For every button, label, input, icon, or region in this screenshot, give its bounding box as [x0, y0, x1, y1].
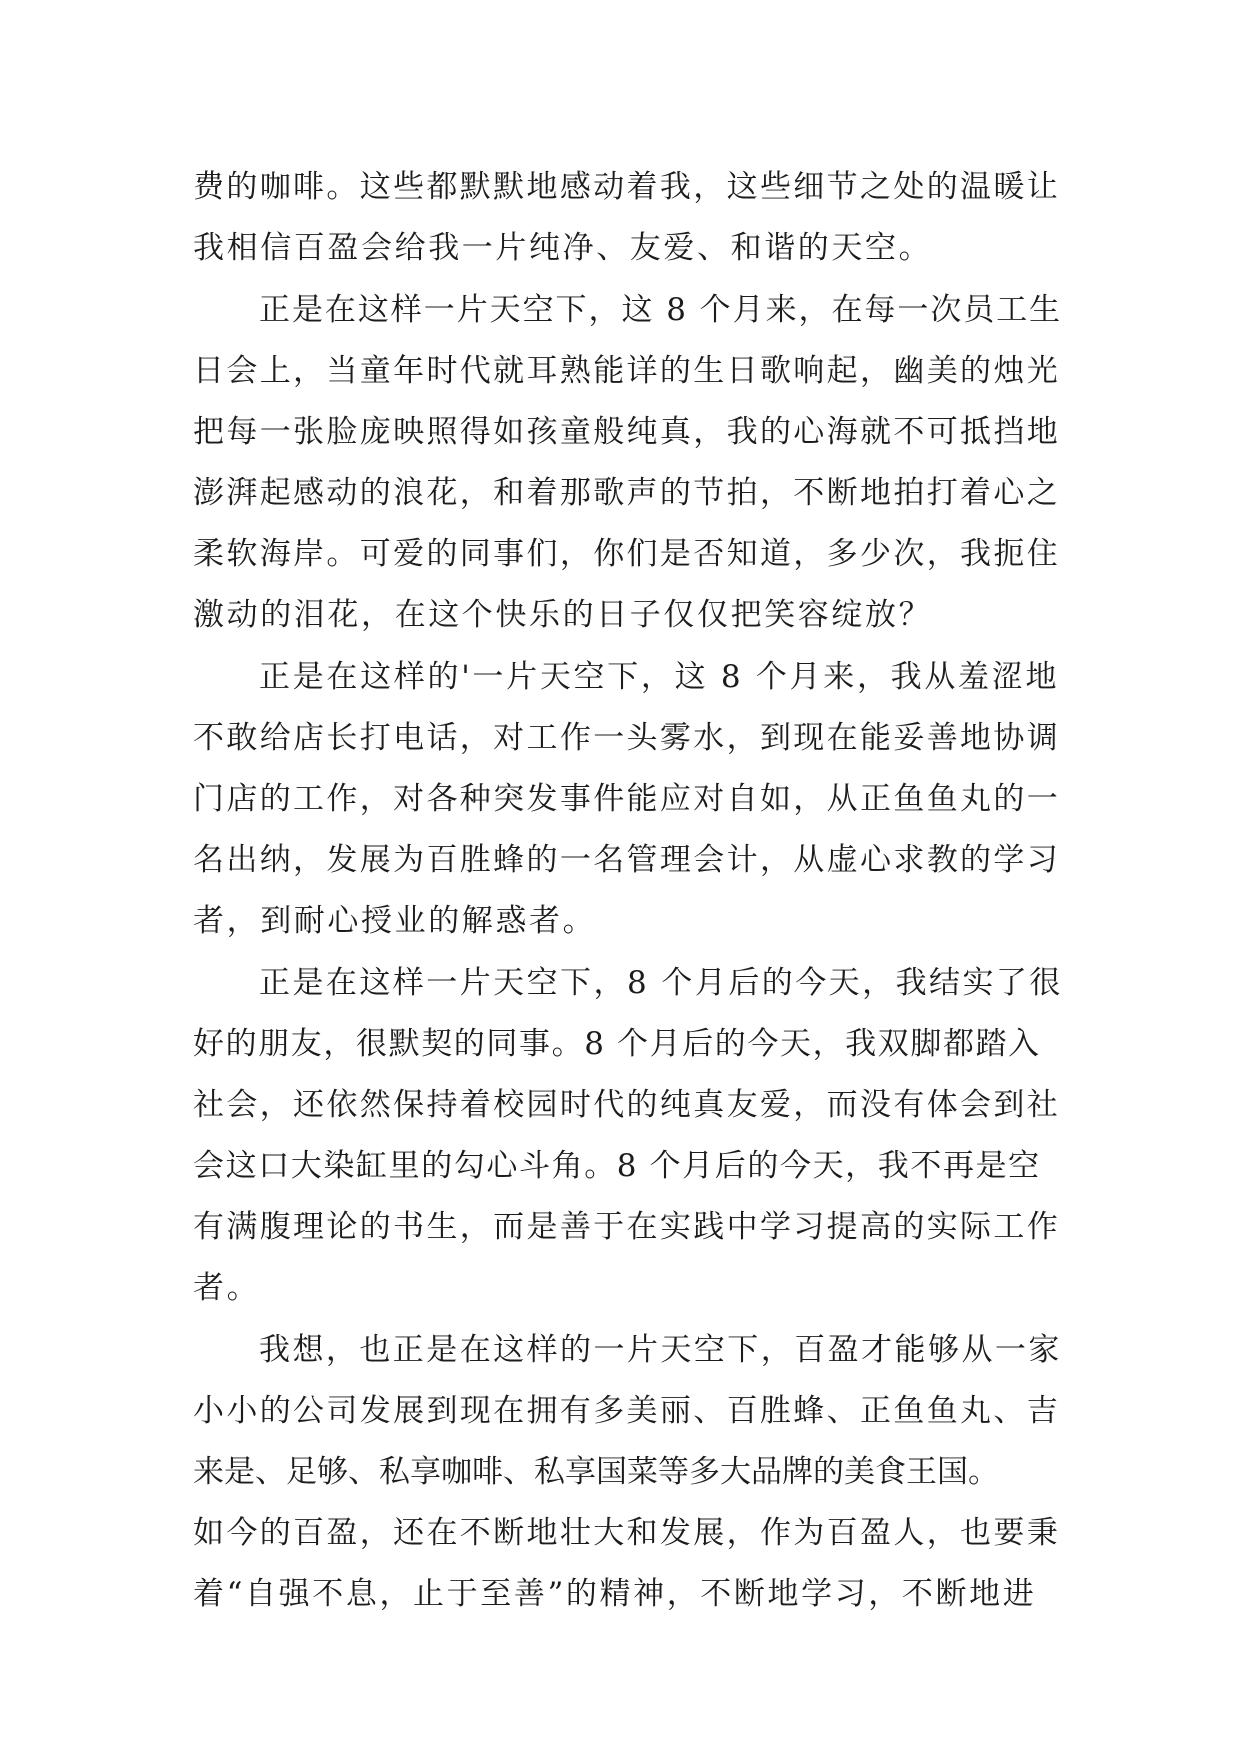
- text-line: 把每一张脸庞映照得如孩童般纯真，我的心海就不可抵挡地: [193, 414, 1061, 450]
- text-line: 会这口大染缸里的勾心斗角。8 个月后的今天，我不再是空: [193, 1148, 1041, 1184]
- paragraph-1: [193, 157, 1063, 279]
- paragraph-5: [193, 1320, 1063, 1625]
- text-line: 小小的公司发展到现在拥有多美丽、百胜蜂、正鱼鱼丸、吉: [193, 1393, 1061, 1429]
- text-line: 好的朋友，很默契的同事。8 个月后的今天，我双脚都踏入: [193, 1026, 1041, 1062]
- text-line: 正是在这样的'一片天空下，这 8 个月来，我从羞涩地: [259, 659, 1060, 695]
- paragraph-2: [193, 280, 1063, 646]
- paragraph-4: [193, 953, 1063, 1319]
- document-body: [193, 157, 1063, 1625]
- text-line: 有满腹理论的书生，而是善于在实践中学习提高的实际工作: [193, 1209, 1061, 1245]
- text-line: 不敢给店长打电话，对工作一头雾水，到现在能妥善地协调: [193, 720, 1061, 756]
- text-line: 来是、足够、私享咖啡、私享国菜等多大品牌的美食王国。: [193, 1454, 999, 1490]
- text-line: 正是在这样一片天空下，这 8 个月来，在每一次员工生: [259, 292, 1063, 328]
- text-line: 我相信百盈会给我一片纯净、友爱、和谐的天空。: [193, 230, 933, 266]
- text-line: 社会，还依然保持着校园时代的纯真友爱，而没有体会到社: [193, 1087, 1061, 1123]
- text-line: 如今的百盈，还在不断地壮大和发展，作为百盈人，也要秉: [193, 1515, 1061, 1551]
- text-line: 费的咖啡。这些都默默地感动着我，这些细节之处的温暖让: [193, 169, 1061, 205]
- text-line: 正是在这样一片天空下，8 个月后的今天，我结实了很: [259, 965, 1063, 1001]
- text-line: 激动的泪花，在这个快乐的日子仅仅把笑容绽放？: [193, 597, 933, 633]
- text-line: 者。: [193, 1270, 261, 1306]
- text-line: 我想，也正是在这样的一片天空下，百盈才能够从一家: [259, 1332, 1062, 1368]
- text-line: 日会上，当童年时代就耳熟能详的生日歌响起，幽美的烛光: [193, 353, 1061, 389]
- text-line: 着“自强不息，止于至善”的精神，不断地学习，不断地进: [193, 1576, 1037, 1612]
- text-line: 者，到耐心授业的解惑者。: [193, 903, 597, 939]
- paragraph-3: [193, 647, 1063, 952]
- text-line: 门店的工作，对各种突发事件能应对自如，从正鱼鱼丸的一: [193, 781, 1061, 817]
- text-line: 柔软海岸。可爱的同事们，你们是否知道，多少次，我扼住: [193, 536, 1061, 572]
- text-line: 名出纳，发展为百胜蜂的一名管理会计，从虚心求教的学习: [193, 842, 1061, 878]
- text-line: 澎湃起感动的浪花，和着那歌声的节拍，不断地拍打着心之: [193, 475, 1061, 511]
